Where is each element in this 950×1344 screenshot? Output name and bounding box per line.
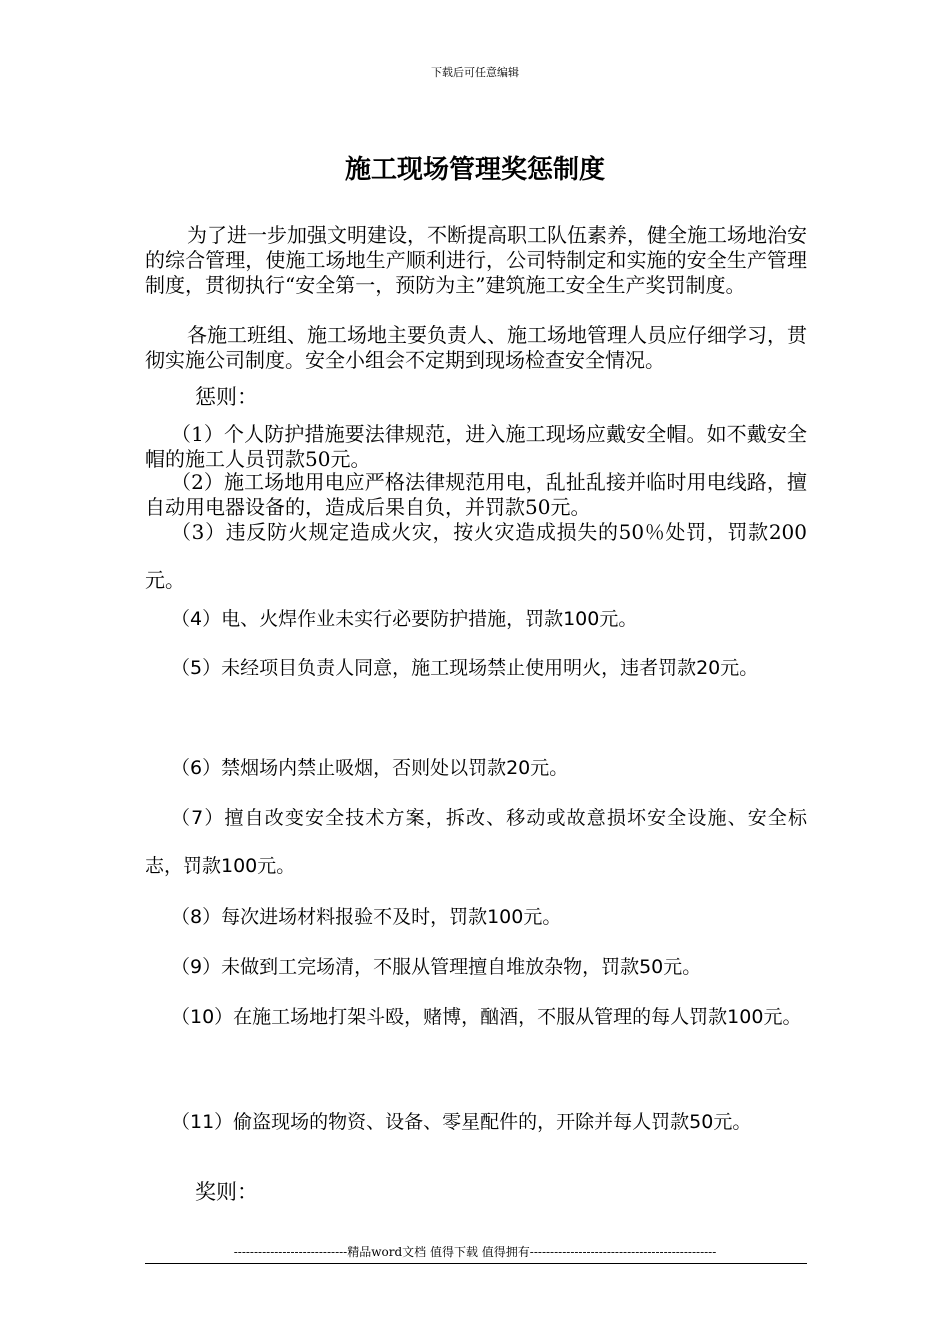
penalty-item-11: （11）偷盗现场的物资、设备、零星配件的，开除并每人罚款50元。 — [171, 1111, 752, 1133]
rewards-heading: 奖则： — [195, 1180, 258, 1204]
penalty-item-5: （5）未经项目负责人同意，施工现场禁止使用明火，违者罚款20元。 — [171, 657, 759, 679]
penalty-item-4: （4）电、火焊作业未实行必要防护措施，罚款100元。 — [171, 608, 638, 630]
penalty-item-2: （2）施工场地用电应严格法律规范用电，乱扯乱接并临时用电线路，擅自动用电器设备的，造成后果自负，并罚款50元。 — [145, 470, 807, 519]
footer-rule — [145, 1263, 807, 1264]
header-note: 下载后可任意编辑 — [431, 66, 519, 79]
penalties-heading: 惩则： — [195, 385, 258, 409]
penalty-item-7: （7）擅自改变安全技术方案，拆改、移动或故意损坏安全设施、安全标志，罚款100元。 — [145, 807, 807, 877]
document-title: 施工现场管理奖惩制度 — [344, 155, 605, 185]
penalty-item-6: （6）禁烟场内禁止吸烟，否则处以罚款20元。 — [171, 757, 569, 779]
footer-note: ----------------------------精品word文档 值得下载 值得拥有---------------------------------------------- — [233, 1245, 717, 1259]
penalty-item-10: （10）在施工场地打架斗殴，赌博，酗酒，不服从管理的每人罚款100元。 — [171, 1006, 802, 1028]
penalty-item-9: （9）未做到工完场清，不服从管理擅自堆放杂物，罚款50元。 — [171, 956, 702, 978]
intro-paragraph-2: 各施工班组、施工场地主要负责人、施工场地管理人员应仔细学习，贯彻实施公司制度。安全小组会不定期到现场检查安全情况。 — [145, 323, 807, 372]
penalty-item-1: （1）个人防护措施要法律规范，进入施工现场应戴安全帽。如不戴安全帽的施工人员罚款50元。 — [145, 422, 807, 471]
penalty-item-3: （3）违反防火规定造成火灾，按火灾造成损失的50％处罚，罚款200元。 — [145, 520, 807, 592]
penalty-item-8: （8）每次进场材料报验不及时，罚款100元。 — [171, 906, 562, 928]
intro-paragraph-1: 为了进一步加强文明建设，不断提高职工队伍素养，健全施工场地治安的综合管理，使施工场地生产顺利进行，公司特制定和实施的安全生产管理制度，贯彻执行“安全第一，预防为主”建筑施工安全生产奖罚制度。 — [145, 223, 807, 297]
